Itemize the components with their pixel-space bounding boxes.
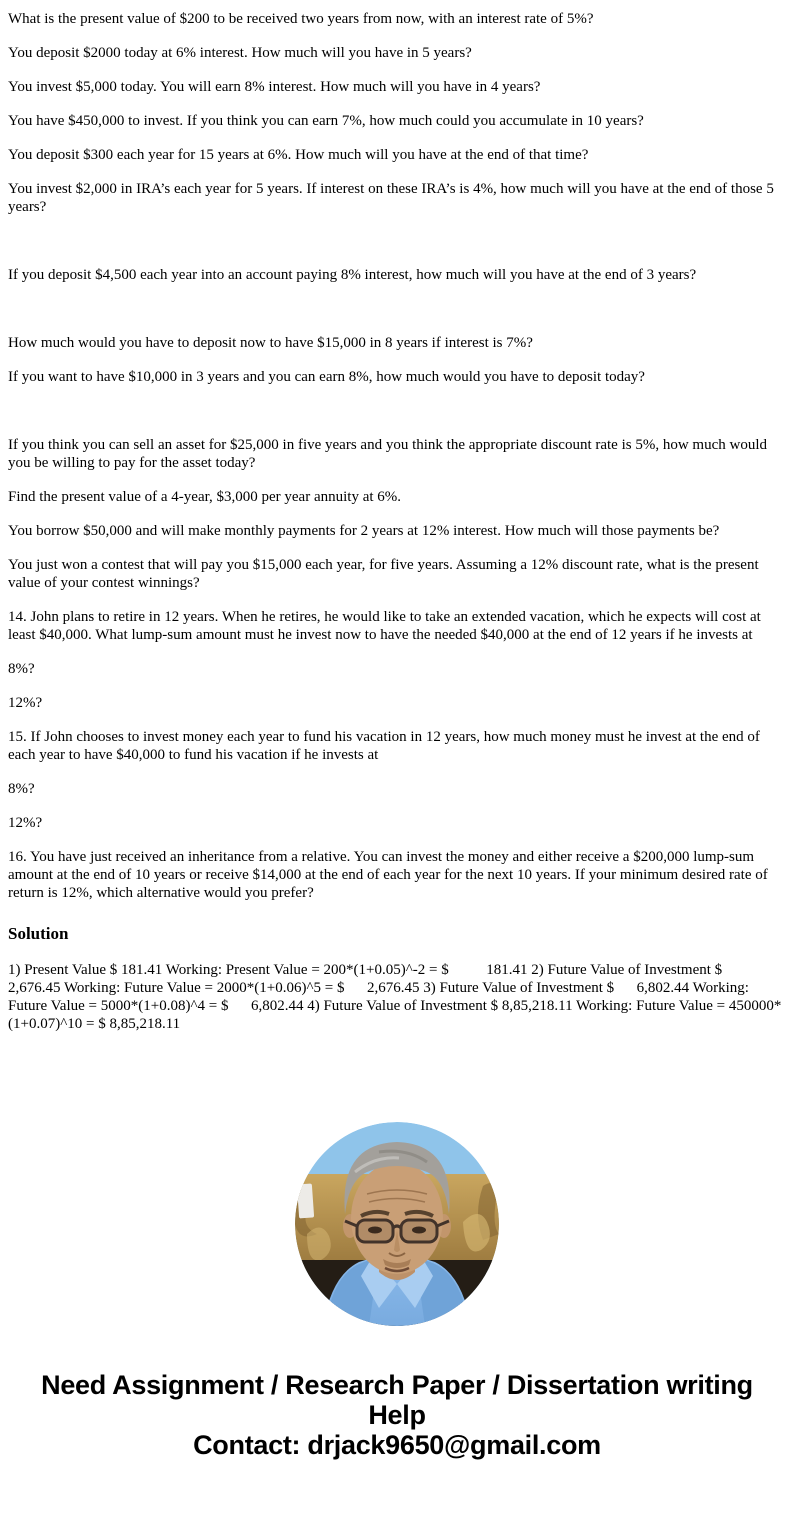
document-paragraph: If you deposit $4,500 each year into an account paying 8% interest, how much will you have at the end of 3 years? [8, 267, 697, 283]
document-paragraph: You just won a contest that will pay you $15,000 each year, for five years. Assuming a 12% discount rate, what is the present value of your contest winnings? [8, 557, 763, 591]
document-paragraph: 15. If John chooses to invest money each year to fund his vacation in 12 years, how much money must he invest at the end of each year to have $40,000 to fund his vacation if he invests at [8, 729, 764, 763]
empty-paragraph [8, 402, 786, 420]
empty-paragraph [8, 300, 786, 318]
document-paragraph: 16. You have just received an inheritance from a relative. You can invest the money and either receive a $200,000 lump-sum amount at the end of 10 years or receive $14,000 at the end of each year for the next 10 years. If your minimum desired rate of return is 12%, which alternative would you prefer? [8, 849, 772, 901]
solution-heading: Solution [8, 924, 69, 943]
document-paragraph: How much would you have to deposit now to have $15,000 in 8 years if interest is 7%? [8, 335, 533, 351]
document-paragraph: You invest $2,000 in IRA’s each year for 5 years. If interest on these IRA’s is 4%, how much will you have at the end of those 5 years? [8, 181, 778, 215]
document-paragraph: You invest $5,000 today. You will earn 8% interest. How much will you have in 4 years? [8, 79, 541, 95]
empty-paragraph [8, 232, 786, 250]
document-paragraph: You borrow $50,000 and will make monthly payments for 2 years at 12% interest. How much will those payments be? [8, 523, 720, 539]
document-paragraph: 8%? [8, 661, 35, 677]
document-paragraph: You have $450,000 to invest. If you think you can earn 7%, how much could you accumulate in 10 years? [8, 113, 644, 129]
document-paragraph: You deposit $300 each year for 15 years at 6%. How much will you have at the end of that time? [8, 147, 589, 163]
questions-section [8, 10, 786, 902]
document-paragraph: What is the present value of $200 to be received two years from now, with an interest rate of 5%? [8, 11, 594, 27]
document-paragraph: If you want to have $10,000 in 3 years and you can earn 8%, how much would you have to deposit today? [8, 369, 645, 385]
document-paragraph: 8%? [8, 781, 35, 797]
footer-contact-text: Contact: drjack9650@gmail.com [193, 1430, 601, 1460]
author-photo-image [295, 1122, 499, 1326]
document-paragraph: You deposit $2000 today at 6% interest. How much will you have in 5 years? [8, 45, 472, 61]
document-paragraph: 12%? [8, 815, 43, 831]
solution-paragraph: 1) Present Value $ 181.41 Working: Present Value = 200*(1+0.05)^-2 = $ 181.41 2) Future Value of Investment $ 2,676.45 Working: Future Value = 2000*(1+0.06)^5 = $ 2,676.45 3) Future Value of Investment $ 6,802.44 Working: Future Value = 5000*(1+0.08)^4 = $ 6,802.44 4) Future Value of Investment $ 8,85,218.11 Working: Future Value = 450000*(1+0.07)^10 = $ 8,85,218.11 [8, 962, 782, 1032]
footer-help-text: Need Assignment / Research Paper / Dissertation writing Help [41, 1370, 753, 1430]
document-paragraph: 14. John plans to retire in 12 years. When he retires, he would like to take an extended vacation, which he expects will cost at least $40,000. What lump-sum amount must he invest now to have the needed $40,000 at the end of 12 years if he invests at [8, 609, 765, 643]
document-paragraph: If you think you can sell an asset for $25,000 in five years and you think the appropriate discount rate is 5%, how much would you be willing to pay for the asset today? [8, 437, 771, 471]
document-paragraph: Find the present value of a 4-year, $3,000 per year annuity at 6%. [8, 489, 402, 505]
document-paragraph: 12%? [8, 695, 43, 711]
footer-banner [12, 1370, 782, 1460]
author-photo [295, 1122, 499, 1326]
avatar-scene [295, 1122, 499, 1326]
